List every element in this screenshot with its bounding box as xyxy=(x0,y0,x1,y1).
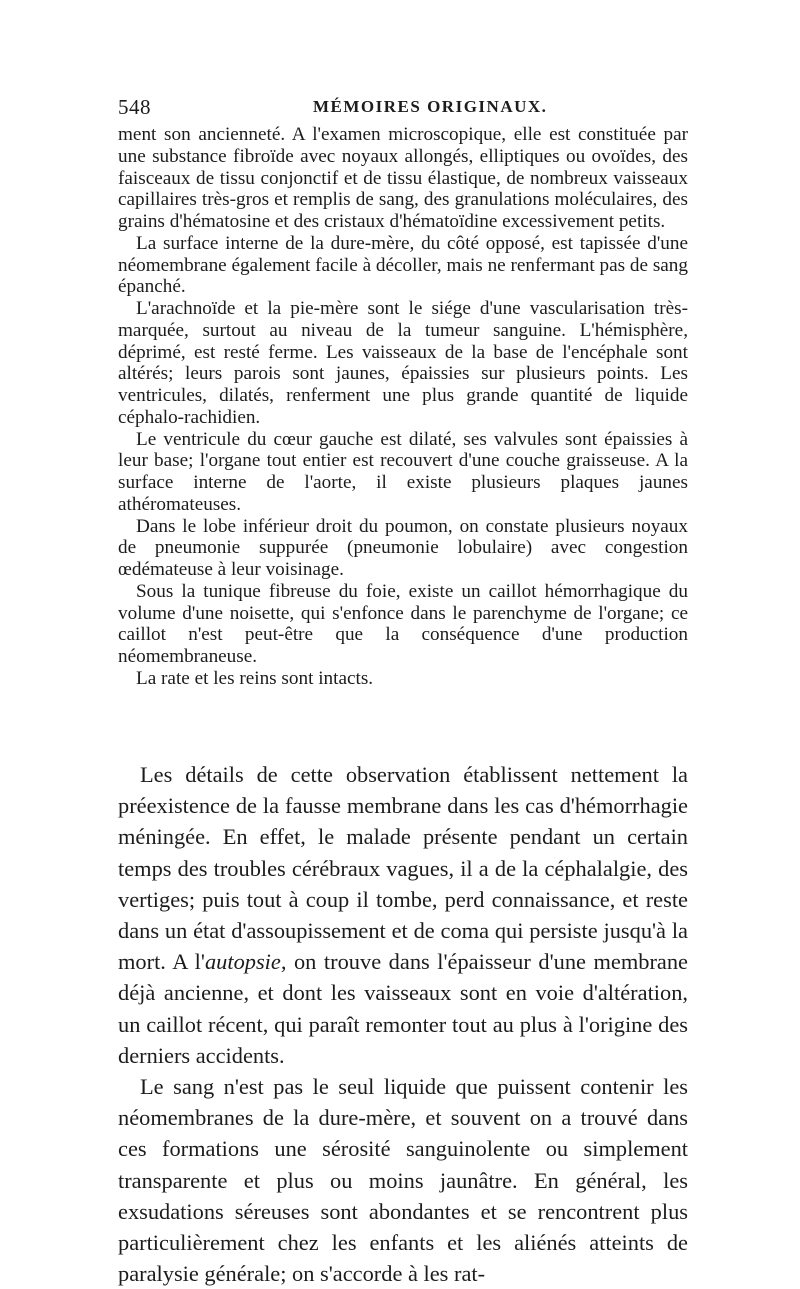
paragraph-details-observation xyxy=(118,759,688,1071)
paragraph-continued: ment son ancienneté. A l'examen microscopique, elle est constituée par une substance fibroïde avec noyaux allongés, elliptiques ou ovoïdes, des faisceaux de tissu conjonctif et de tissu élastique, de nombreux vaisseaux capillaires très-gros et remplis de sang, des granulations moléculaires, des grains d'hématosine et des cristaux d'hématoïdine excessivement petits. xyxy=(118,124,688,232)
page-number: 548 xyxy=(118,95,151,119)
page-header xyxy=(118,95,678,121)
paragraph-sang-liquide: Le sang n'est pas le seul liquide que puissent contenir les néomembranes de la dure-mère, et souvent on a trouvé dans ces formations une sérosité sanguinolente ou simplement transparente et plus ou moins jaunâtre. En général, les exsudations séreuses sont abondantes et se rencontrent plus particulièrement chez les enfants et les aliénés atteints de paralysie générale; on s'accorde à les rat- xyxy=(118,1074,688,1287)
paragraph-rate-reins: La rate et les reins sont intacts. xyxy=(136,667,374,689)
paragraph-coeur: Le ventricule du cœur gauche est dilaté, ses valvules sont épaissies à leur base; l'organe tout entier est recouvert d'une couche graisseuse. A la surface interne de l'aorte, il existe plusieurs plaques jaunes athéromateuses. xyxy=(118,428,688,515)
paragraph-dure-mere: La surface interne de la dure-mère, du côté opposé, est tapissée d'une néomembrane également facile à décoller, mais ne renfermant pas de sang épanché. xyxy=(118,232,688,298)
autopsy-report-section xyxy=(118,124,688,690)
paragraph-poumon: Dans le lobe inférieur droit du poumon, on constate plusieurs noyaux de pneumonie suppurée (pneumonie lobulaire) avec congestion œdémateuse à leur voisinage. xyxy=(118,515,688,580)
running-head: MÉMOIRES ORIGINAUX. xyxy=(313,97,548,116)
discussion-section xyxy=(118,759,688,1289)
paragraph-arachnoide: L'arachnoïde et la pie-mère sont le siége d'une vascularisation très-marquée, surtout au niveau de la tumeur sanguine. L'hémisphère, déprimé, est resté ferme. Les vaisseaux de la base de l'encéphale sont altérés; leurs parois sont jaunes, épaissies sur plusieurs points. Les ventricules, dilatés, renferment une plus grande quantité de liquide céphalo-rachidien. xyxy=(118,298,688,428)
paragraph-foie: Sous la tunique fibreuse du foie, existe un caillot hémorrhagique du volume d'une noisette, qui s'enfonce dans le parenchyme de l'organe; ce caillot n'est peut-être que la conséquence d'une production néomembraneuse. xyxy=(118,580,688,667)
text-run: Les détails de cette observation établissent nettement la préexistence de la fausse membrane dans les cas d'hémorrhagie méningée. En effet, le malade présente pendant un certain temps des troubles cérébraux vagues, il a de la céphalalgie, des vertiges; puis tout à coup il tombe, perd connaissance, et reste dans un état d'assoupissement et de coma qui persiste jusqu'à la mort. A l' xyxy=(118,762,688,975)
text-run: on trouve dans l'épaisseur d'une membrane déjà ancienne, et dont les vaisseaux sont en voie d'altération, un caillot récent, qui paraît remonter tout au plus à l'origine des derniers accidents. xyxy=(118,949,688,1068)
italic-term: autopsie, xyxy=(204,949,287,975)
